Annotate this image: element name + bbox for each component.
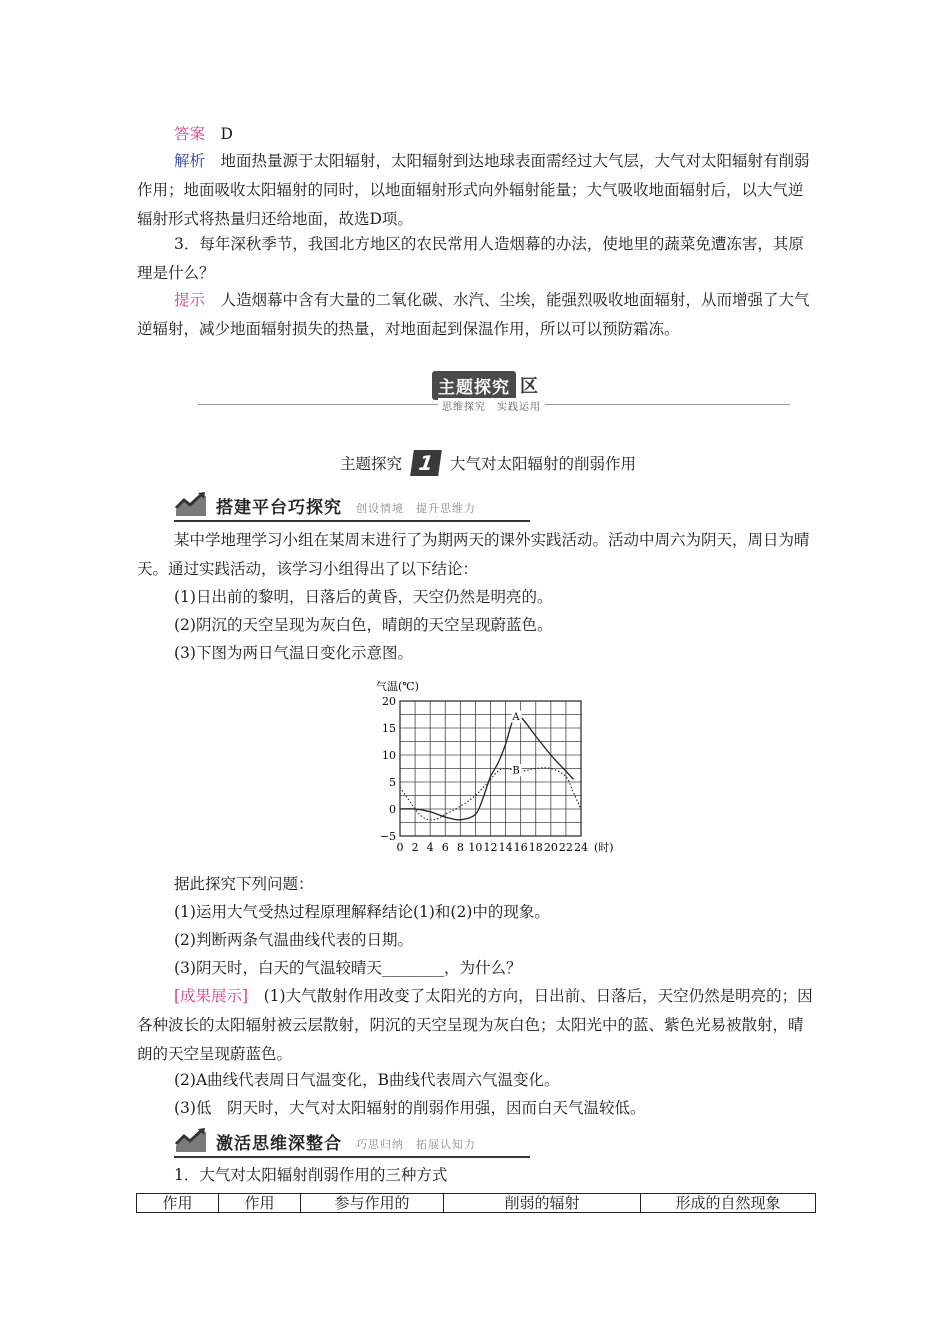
question-3: 3．每年深秋季节，我国北方地区的农民常用人造烟幕的办法，使地里的蔬菜免遭冻害，其原理是什么？ bbox=[137, 235, 804, 282]
answer-label: 答案 bbox=[174, 125, 206, 143]
y-axis-label: 气温(℃) bbox=[376, 680, 419, 693]
analysis-paragraph bbox=[137, 147, 817, 234]
table-header-cell: 形成的自然现象 bbox=[641, 1194, 816, 1213]
y-tick-label: −5 bbox=[379, 830, 396, 843]
y-tick-label: 5 bbox=[389, 776, 396, 789]
table-header-cell: 作用 bbox=[219, 1194, 301, 1213]
band-header bbox=[432, 372, 538, 398]
results-label: [成果展示] bbox=[174, 987, 249, 1005]
x-tick-label: 14 bbox=[498, 841, 513, 854]
topic-heading bbox=[340, 450, 636, 476]
band-subtitle: 思维探究 实践运用 bbox=[438, 398, 545, 413]
summary-title: 1．大气对太阳辐射削弱作用的三种方式 bbox=[174, 1166, 448, 1184]
series-label-b: B bbox=[512, 765, 520, 777]
section2-header bbox=[174, 1126, 476, 1154]
explore-question-3: (3)阴天时，白天的气温较晴天________，为什么？ bbox=[174, 959, 522, 977]
summary-table bbox=[136, 1193, 816, 1213]
section2-rule bbox=[174, 1156, 530, 1158]
series-label-a: A bbox=[512, 711, 520, 723]
y-tick-label: 20 bbox=[382, 695, 396, 708]
trend-chart-icon bbox=[174, 492, 208, 518]
topic-title: 大气对太阳辐射的削弱作用 bbox=[450, 455, 637, 473]
conclusion-3: (3)下图为两日气温日变化示意图。 bbox=[174, 644, 413, 662]
table-header-cell: 削弱的辐射 bbox=[444, 1194, 641, 1213]
series-line-a bbox=[400, 716, 573, 820]
topic-prefix: 主题探究 bbox=[340, 455, 403, 473]
topic-number: 1 bbox=[410, 450, 442, 476]
temperature-chart bbox=[360, 676, 620, 858]
x-tick-label: 24 bbox=[574, 841, 588, 854]
x-tick-label: 4 bbox=[426, 841, 434, 854]
analysis-text: 地面热量源于太阳辐射，太阳辐射到达地球表面需经过大气层，大气对太阳辐射有削弱作用；地面吸收太阳辐射的同时，以地面辐射形式向外辐射能量；大气吸收地面辐射后，以大气逆辐射形式将热量归还给地面，故选D项。 bbox=[137, 152, 810, 228]
answer-value: D bbox=[220, 125, 233, 143]
x-tick-label: 0 bbox=[396, 841, 404, 854]
explore-question-2: (2)判断两条气温曲线代表的日期。 bbox=[174, 931, 413, 949]
explore-question-1: (1)运用大气受热过程原理解释结论(1)和(2)中的现象。 bbox=[174, 903, 550, 921]
x-tick-label: 22 bbox=[558, 841, 573, 854]
answer-line bbox=[137, 120, 817, 149]
x-tick-label: 16 bbox=[513, 841, 528, 854]
section2-subtitle: 巧思归纳 拓展认知力 bbox=[356, 1138, 476, 1151]
band-title: 主题探究 bbox=[432, 371, 516, 400]
x-tick-label: 20 bbox=[543, 841, 558, 854]
x-tick-label: 6 bbox=[441, 841, 449, 854]
analysis-label: 解析 bbox=[174, 152, 206, 170]
section1-subtitle: 创设情境 提升思维力 bbox=[356, 502, 476, 515]
x-tick-label: 12 bbox=[483, 841, 498, 854]
section1-title: 搭建平台巧探究 bbox=[216, 498, 342, 518]
table-header-row bbox=[137, 1194, 816, 1213]
band-suffix: 区 bbox=[520, 376, 538, 397]
section1-header bbox=[174, 490, 476, 518]
conclusion-1: (1)日出前的黎明，日落后的黄昏，天空仍然是明亮的。 bbox=[174, 588, 553, 606]
x-axis-label: (时) bbox=[594, 841, 614, 854]
hint-label: 提示 bbox=[174, 291, 206, 309]
results-3: (3)低 阴天时，大气对太阳辐射的削弱作用强，因而白天气温较低。 bbox=[174, 1099, 646, 1117]
hint-text: 人造烟幕中含有大量的二氧化碳、水汽、尘埃，能强烈吸收地面辐射，从而增强了大气逆辐射，减少地面辐射损失的热量，对地面起到保温作用，所以可以预防霜冻。 bbox=[137, 291, 810, 338]
table-header-cell: 参与作用的 bbox=[301, 1194, 444, 1213]
x-tick-label: 10 bbox=[468, 841, 483, 854]
explore-intro: 据此探究下列问题： bbox=[174, 875, 314, 893]
results-paragraph-1 bbox=[137, 982, 817, 1069]
y-tick-label: 10 bbox=[382, 749, 396, 762]
results-2: (2)A曲线代表周日气温变化，B曲线代表周六气温变化。 bbox=[174, 1071, 560, 1089]
section2-title: 激活思维深整合 bbox=[216, 1134, 342, 1154]
x-tick-label: 2 bbox=[411, 841, 419, 854]
conclusion-2: (2)阴沉的天空呈现为灰白色，晴朗的天空呈现蔚蓝色。 bbox=[174, 616, 553, 634]
intro-paragraph: 某中学地理学习小组在某周末进行了为期两天的课外实践活动。活动中周六为阴天，周日为晴天。通过实践活动，该学习小组得出了以下结论： bbox=[137, 531, 810, 578]
section1-rule bbox=[174, 520, 530, 522]
hint-paragraph bbox=[137, 286, 817, 344]
x-tick-label: 18 bbox=[528, 841, 543, 854]
table-header-cell: 作用 bbox=[137, 1194, 219, 1213]
x-tick-label: 8 bbox=[456, 841, 464, 854]
y-tick-label: 0 bbox=[389, 803, 396, 816]
y-tick-label: 15 bbox=[382, 722, 396, 735]
trend-chart-icon bbox=[174, 1128, 208, 1154]
results-1: (1)大气散射作用改变了太阳光的方向，日出前、日落后，天空仍然是明亮的；因各种波长的太阳辐射被云层散射，阴沉的天空呈现为灰白色；太阳光中的蓝、紫色光易被散射，晴朗的天空呈现蔚蓝色。 bbox=[137, 987, 813, 1063]
